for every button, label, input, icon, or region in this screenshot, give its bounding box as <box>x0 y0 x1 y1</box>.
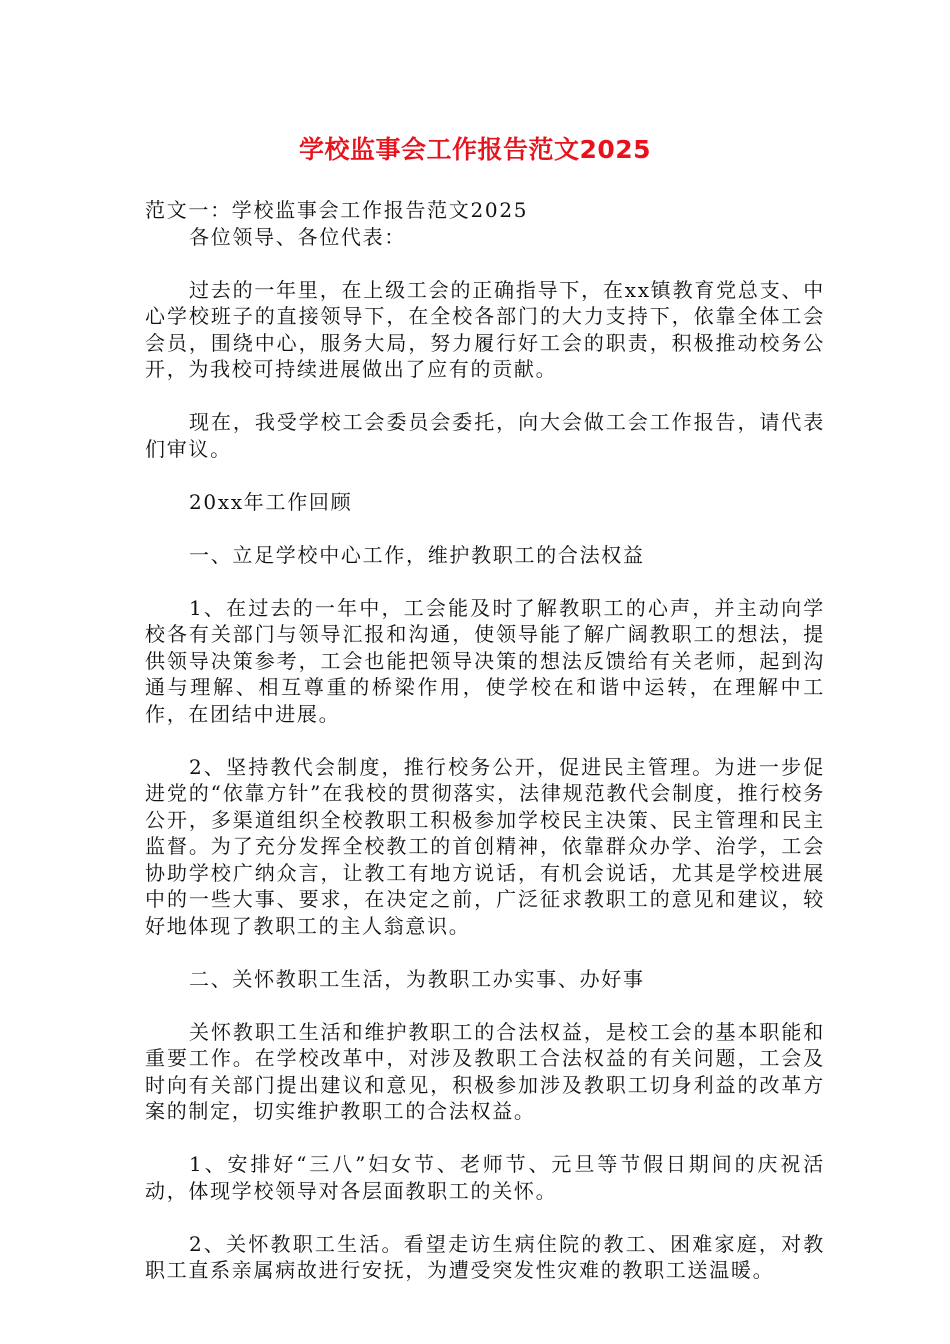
section-heading-two: 二、关怀教职工生活，为教职工办实事、办好事 <box>189 966 645 991</box>
paragraph-care-item-1: 1、安排好“三八”妇女节、老师节、元旦等节假日期间的庆祝活动，体现学校领导对各层面教职工的关怀。 <box>145 1152 825 1203</box>
document-body <box>145 197 825 1284</box>
document-title: 学校监事会工作报告范文2025 <box>298 135 652 164</box>
paragraph-salutation: 各位领导、各位代表： <box>189 224 406 249</box>
paragraph-request: 现在，我受学校工会委员会委托，向大会做工会工作报告，请代表们审议。 <box>145 410 825 461</box>
paragraph-item-1: 1、在过去的一年中，工会能及时了解教职工的心声，并主动向学校各有关部门与领导汇报和沟通，使领导能了解广阔教职工的想法，提供领导决策参考，工会也能把领导决策的想法反馈给有关老师，起到沟通与理解、相互尊重的桥梁作用，使学校在和谐中运转，在理解中工作，在团结中进展。 <box>145 595 825 726</box>
paragraph-care-item-2: 2、关怀教职工生活。看望走访生病住院的教工、困难家庭，对教职工直系亲属病故进行安抚，为遭受突发性灾难的教职工送温暖。 <box>145 1231 825 1282</box>
section-heading-one: 一、立足学校中心工作，维护教职工的合法权益 <box>189 542 645 567</box>
paragraph-intro: 过去的一年里，在上级工会的正确指导下，在xx镇教育党总支、中心学校班子的直接领导下，在全校各部门的大力支持下，依靠全体工会会员，围绕中心，服务大局，努力履行好工会的职责，积极推动校务公开，为我校可持续进展做出了应有的贡献。 <box>145 277 825 381</box>
paragraph-care-intro: 关怀教职工生活和维护教职工的合法权益，是校工会的基本职能和重要工作。在学校改革中，对涉及教职工合法权益的有关问题，工会及时向有关部门提出建议和意见，积极参加涉及教职工切身利益的改革方案的制定，切实维护教职工的合法权益。 <box>145 1019 825 1123</box>
paragraph-subtitle: 范文一：学校监事会工作报告范文2025 <box>145 198 529 222</box>
section-heading-review: 20xx年工作回顾 <box>189 489 353 514</box>
paragraph-item-2: 2、坚持教代会制度，推行校务公开，促进民主管理。为进一步促进党的“依靠方针”在我校的贯彻落实，法律规范教代会制度，推行校务公开，多渠道组织全校教职工积极参加学校民主决策、民主管理和民主监督。为了充分发挥全校教工的首创精神，依靠群众办学、治学，工会协助学校广纳众言，让教工有地方说话，有机会说话，尤其是学校进展中的一些大事、要求，在决定之前，广泛征求教职工的意见和建议，较好地体现了教职工的主人翁意识。 <box>145 754 825 938</box>
